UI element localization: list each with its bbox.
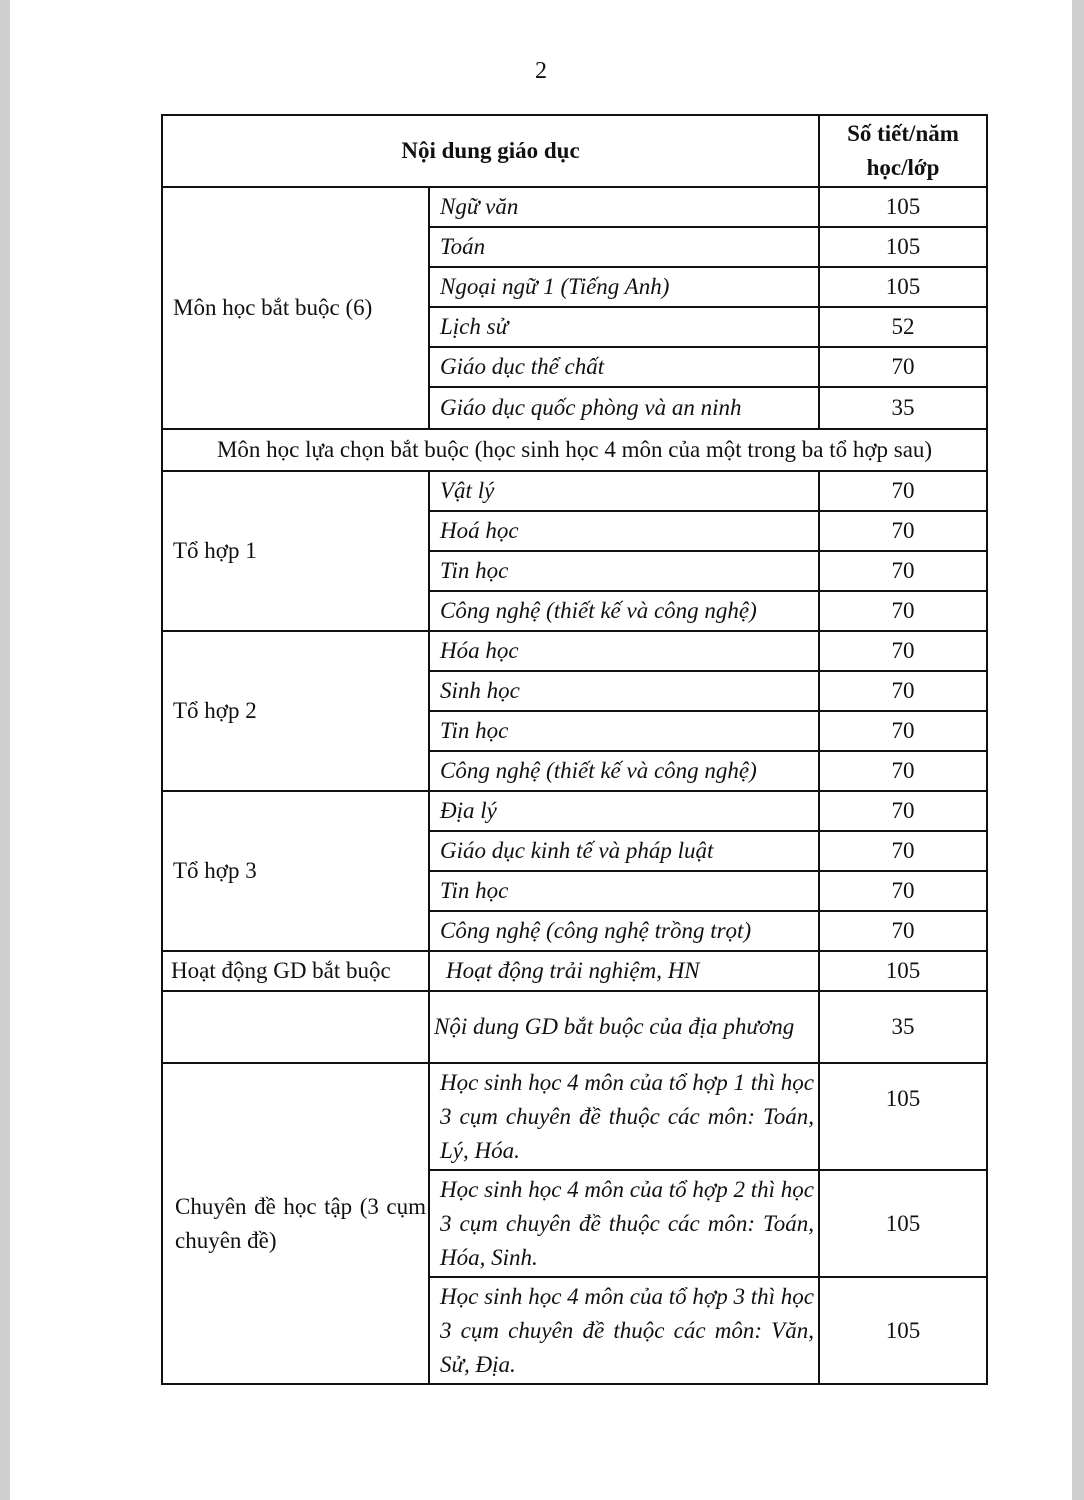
table-row (162, 991, 987, 1063)
subject-periods: 70 (819, 791, 987, 831)
subject-periods: 105 (819, 187, 987, 227)
subject-periods: 70 (819, 671, 987, 711)
table-row (162, 1063, 987, 1170)
subject-name: Công nghệ (thiết kế và công nghệ) (429, 591, 819, 631)
header-content: Nội dung giáo dục (162, 115, 819, 187)
activity-group-label: Hoạt động GD bắt buộc (162, 951, 429, 991)
subject-periods: 52 (819, 307, 987, 347)
subject-name: Toán (429, 227, 819, 267)
subject-periods: 105 (819, 267, 987, 307)
subject-name: Công nghệ (công nghệ trồng trọt) (429, 911, 819, 951)
local-content-name: Nội dung GD bắt buộc của địa phương (429, 991, 819, 1063)
subject-periods: 70 (819, 711, 987, 751)
subject-name: Vật lý (429, 471, 819, 511)
table-header-row (162, 115, 987, 187)
page-number: 2 (535, 58, 547, 84)
combo-2-label: Tổ hợp 2 (162, 631, 429, 791)
subject-name: Tin học (429, 711, 819, 751)
combo-3-label: Tổ hợp 3 (162, 791, 429, 951)
subject-periods: 70 (819, 591, 987, 631)
topic-periods: 105 (819, 1170, 987, 1277)
topic-periods: 105 (819, 1277, 987, 1384)
curriculum-table (161, 114, 988, 1385)
subject-periods: 70 (819, 631, 987, 671)
table-row (162, 951, 987, 991)
elective-heading: Môn học lựa chọn bắt buộc (học sinh học 4 môn của một trong ba tổ hợp sau) (162, 429, 987, 471)
subject-name: Tin học (429, 871, 819, 911)
table-row (162, 631, 987, 671)
subject-name: Giáo dục kinh tế và pháp luật (429, 831, 819, 871)
local-group-label (162, 991, 429, 1063)
combo-1-label: Tổ hợp 1 (162, 471, 429, 631)
subject-periods: 105 (819, 227, 987, 267)
table-row (162, 791, 987, 831)
mandatory-group-label: Môn học bắt buộc (6) (162, 187, 429, 429)
subject-periods: 70 (819, 871, 987, 911)
subject-name: Tin học (429, 551, 819, 591)
subject-name: Giáo dục thể chất (429, 347, 819, 387)
topic-text: Học sinh học 4 môn của tổ hợp 3 thì học 3 cụm chuyên đề thuộc các môn: Văn, Sử, Địa. (429, 1277, 819, 1384)
subject-periods: 70 (819, 511, 987, 551)
topics-group-label: Chuyên đề học tập (3 cụm chuyên đề) (162, 1063, 429, 1384)
elective-heading-row (162, 429, 987, 471)
topic-periods: 105 (819, 1063, 987, 1170)
subject-name: Giáo dục quốc phòng và an ninh (429, 387, 819, 429)
subject-periods: 70 (819, 347, 987, 387)
subject-periods: 70 (819, 551, 987, 591)
subject-periods: 70 (819, 751, 987, 791)
subject-name: Công nghệ (thiết kế và công nghệ) (429, 751, 819, 791)
local-content-periods: 35 (819, 991, 987, 1063)
topic-text: Học sinh học 4 môn của tổ hợp 2 thì học 3 cụm chuyên đề thuộc các môn: Toán, Hóa, Sinh. (429, 1170, 819, 1277)
table-row (162, 187, 987, 227)
subject-periods: 70 (819, 831, 987, 871)
document-page (10, 0, 1072, 1500)
topic-text: Học sinh học 4 môn của tổ hợp 1 thì học 3 cụm chuyên đề thuộc các môn: Toán, Lý, Hóa. (429, 1063, 819, 1170)
subject-name: Địa lý (429, 791, 819, 831)
subject-periods: 70 (819, 911, 987, 951)
subject-name: Ngoại ngữ 1 (Tiếng Anh) (429, 267, 819, 307)
subject-name: Ngữ văn (429, 187, 819, 227)
subject-name: Hoá học (429, 511, 819, 551)
activity-periods: 105 (819, 951, 987, 991)
subject-name: Sinh học (429, 671, 819, 711)
activity-name: Hoạt động trải nghiệm, HN (429, 951, 819, 991)
table-row (162, 471, 987, 511)
subject-periods: 35 (819, 387, 987, 429)
subject-name: Hóa học (429, 631, 819, 671)
subject-name: Lịch sử (429, 307, 819, 347)
header-periods: Số tiết/năm học/lớp (819, 115, 987, 187)
subject-periods: 70 (819, 471, 987, 511)
